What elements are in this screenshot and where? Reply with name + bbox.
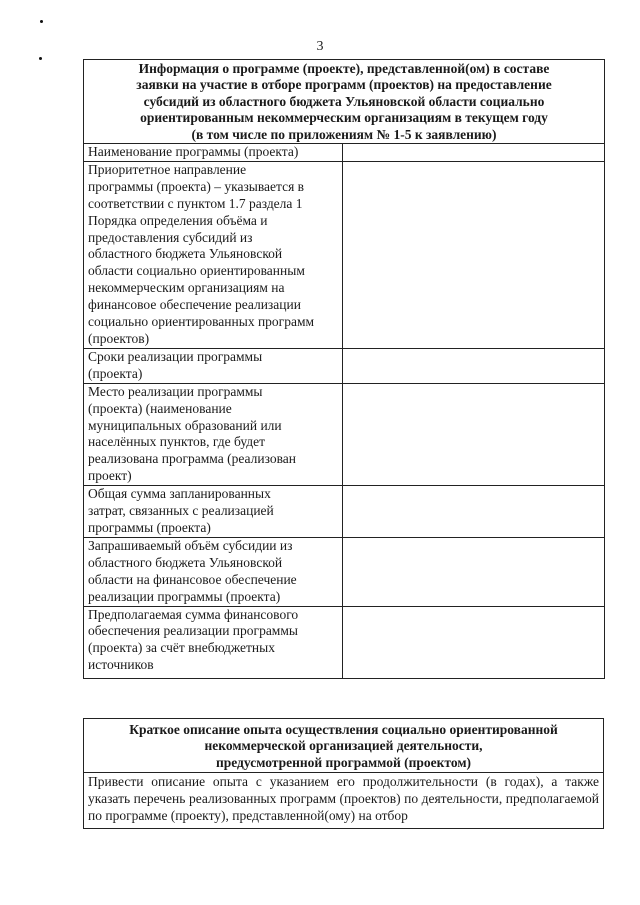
table-row <box>84 383 605 485</box>
experience-header: Краткое описание опыта осуществления социально ориентированной некоммерческой организацией деятельности, предусмотренной программой (проектом) <box>84 719 604 773</box>
program-info-table <box>83 59 605 679</box>
table-header-row <box>84 60 605 144</box>
experience-description: Привести описание опыта с указанием его продолжительности (в годах), а также указать перечень реализованных программ (проектов) по деятельности, предполагаемой по программе (проекту), представленной(ому) на отбор <box>84 773 604 829</box>
scan-speck <box>40 20 43 23</box>
table-row <box>84 606 605 679</box>
row-label-program-name: Наименование программы (проекта) <box>84 144 343 162</box>
table-row <box>84 773 604 829</box>
row-value-total-costs[interactable] <box>343 486 605 538</box>
scan-speck <box>39 57 42 60</box>
row-label-location: Место реализации программы (проекта) (наименование муниципальных образований или населённых пунктов, где будет реализована программа (реализован проект) <box>84 383 343 485</box>
row-value-extrabudgetary[interactable] <box>343 606 605 679</box>
row-label-priority-direction: Приоритетное направление программы (проекта) – указывается в соответствии с пунктом 1.7 раздела 1 Порядка определения объёма и предоставления субсидий из областного бюджета Ульяновской области социально ориентированным некоммерческим организациям на финансовое обеспечение реализации социально ориентированных программ (проектов) <box>84 161 343 348</box>
table-row <box>84 348 605 383</box>
program-info-header: Информация о программе (проекте), представленной(ом) в составе заявки на участие в отборе программ (проектов) на предоставление субсидий из областного бюджета Ульяновской области социально ориентированным некоммерческим организациям в текущем году (в том числе по приложениям № 1-5 к заявлению) <box>84 60 605 144</box>
row-value-terms[interactable] <box>343 348 605 383</box>
row-label-extrabudgetary: Предполагаемая сумма финансового обеспечения реализации программы (проекта) за счёт внебюджетных источников <box>84 606 343 679</box>
row-value-location[interactable] <box>343 383 605 485</box>
row-label-total-costs: Общая сумма запланированных затрат, связанных с реализацией программы (проекта) <box>84 486 343 538</box>
page-number: 3 <box>316 39 324 54</box>
row-value-program-name[interactable] <box>343 144 605 162</box>
experience-table <box>83 718 604 829</box>
table-row <box>84 486 605 538</box>
row-label-subsidy-amount: Запрашиваемый объём субсидии из областного бюджета Ульяновской области на финансовое обеспечение реализации программы (проекта) <box>84 537 343 606</box>
table-header-row <box>84 719 604 773</box>
table-row <box>84 144 605 162</box>
row-value-subsidy-amount[interactable] <box>343 537 605 606</box>
row-value-priority-direction[interactable] <box>343 161 605 348</box>
row-label-terms: Сроки реализации программы (проекта) <box>84 348 343 383</box>
table-row <box>84 537 605 606</box>
table-row <box>84 161 605 348</box>
